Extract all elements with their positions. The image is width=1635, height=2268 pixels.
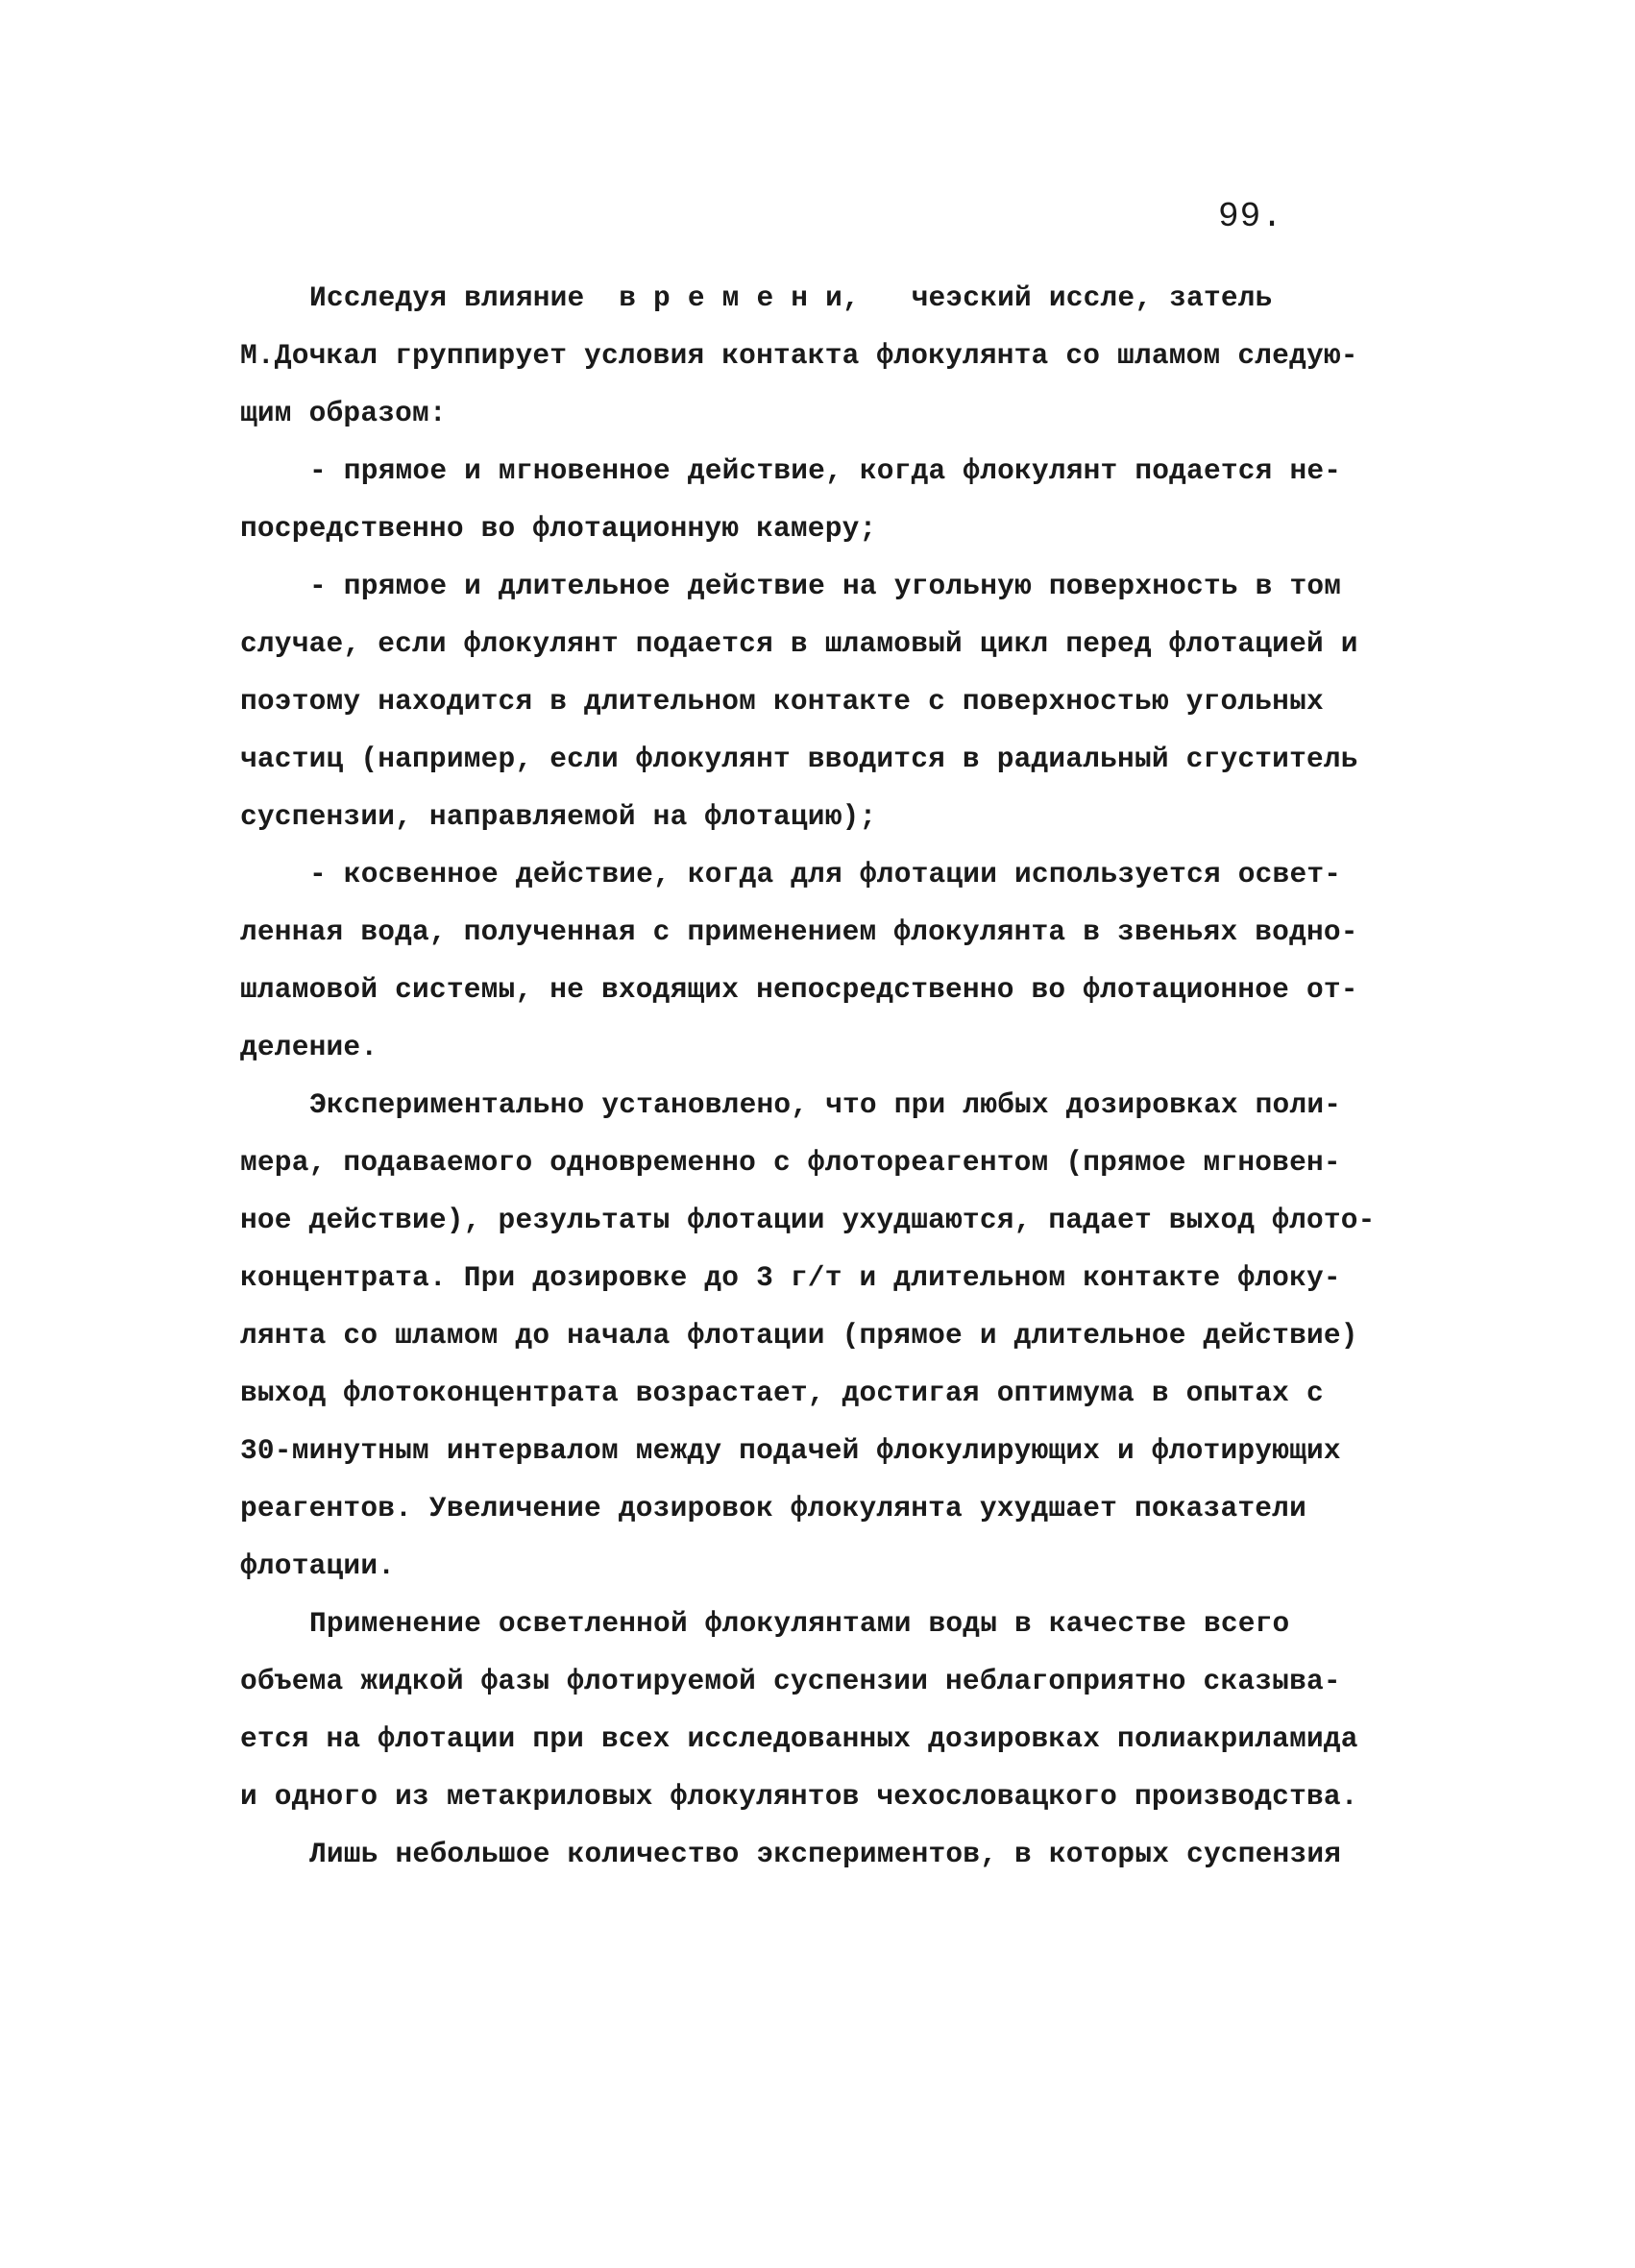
text-line: Лишь небольшое количество экспериментов, в которых суспензия — [309, 1838, 1342, 1870]
text-line: М.Дочкал группирует условия контакта флокулянта со шламом следую- — [240, 339, 1358, 372]
text-line: Применение осветленной флокулянтами воды в качестве всего — [309, 1607, 1290, 1640]
text-line: - прямое и длительное действие на угольную поверхность в том — [309, 570, 1342, 602]
text-line: частиц (например, если флокулянт вводится в радиальный сгуститель — [240, 743, 1358, 775]
text-line: ное действие), результаты флотации ухудшаются, падает выход флото- — [240, 1204, 1376, 1236]
page-number: 99. — [1218, 197, 1283, 236]
text-line: лянта со шламом до начала флотации (прямое и длительное действие) — [240, 1319, 1358, 1352]
text-line: ленная вода, полученная с применением флокулянта в звеньях водно- — [240, 915, 1358, 948]
text-line: щим образом: — [240, 397, 447, 429]
text-line: суспензии, направляемой на флотацию); — [240, 800, 877, 833]
text-line: реагентов. Увеличение дозировок флокулянта ухудшает показатели — [240, 1492, 1306, 1524]
text-line: деление. — [240, 1031, 378, 1063]
text-line: Исследуя влияние в р е м е н и, чеэский иссле, затель — [309, 281, 1273, 314]
text-line: мера, подаваемого одновременно с флотореагентом (прямое мгновен- — [240, 1146, 1341, 1179]
text-line: посредственно во флотационную камеру; — [240, 512, 877, 545]
text-line: выход флотоконцентрата возрастает, достигая оптимума в опытах с — [240, 1377, 1324, 1409]
text-line: - косвенное действие, когда для флотации используется освет- — [309, 858, 1342, 890]
text-line: 30-минутным интервалом между подачей флокулирующих и флотирующих — [240, 1434, 1341, 1467]
text-line: шламовой системы, не входящих непосредственно во флотационное от- — [240, 973, 1358, 1006]
text-line: и одного из метакриловых флокулянтов чехословацкого производства. — [240, 1780, 1358, 1813]
text-line: Экспериментально установлено, что при любых дозировках поли- — [309, 1088, 1342, 1121]
text-line: концентрата. При дозировке до 3 г/т и длительном контакте флоку- — [240, 1261, 1341, 1294]
text-line: случае, если флокулянт подается в шламовый цикл перед флотацией и — [240, 627, 1358, 660]
text-line: объема жидкой фазы флотируемой суспензии неблагоприятно сказыва- — [240, 1665, 1341, 1697]
body-text — [240, 269, 1403, 1883]
text-line: поэтому находится в длительном контакте с поверхностью угольных — [240, 685, 1324, 718]
text-line: флотации. — [240, 1549, 396, 1582]
text-line: ется на флотации при всех исследованных дозировках полиакриламида — [240, 1722, 1358, 1755]
text-line: - прямое и мгновенное действие, когда флокулянт подается не- — [309, 454, 1342, 487]
